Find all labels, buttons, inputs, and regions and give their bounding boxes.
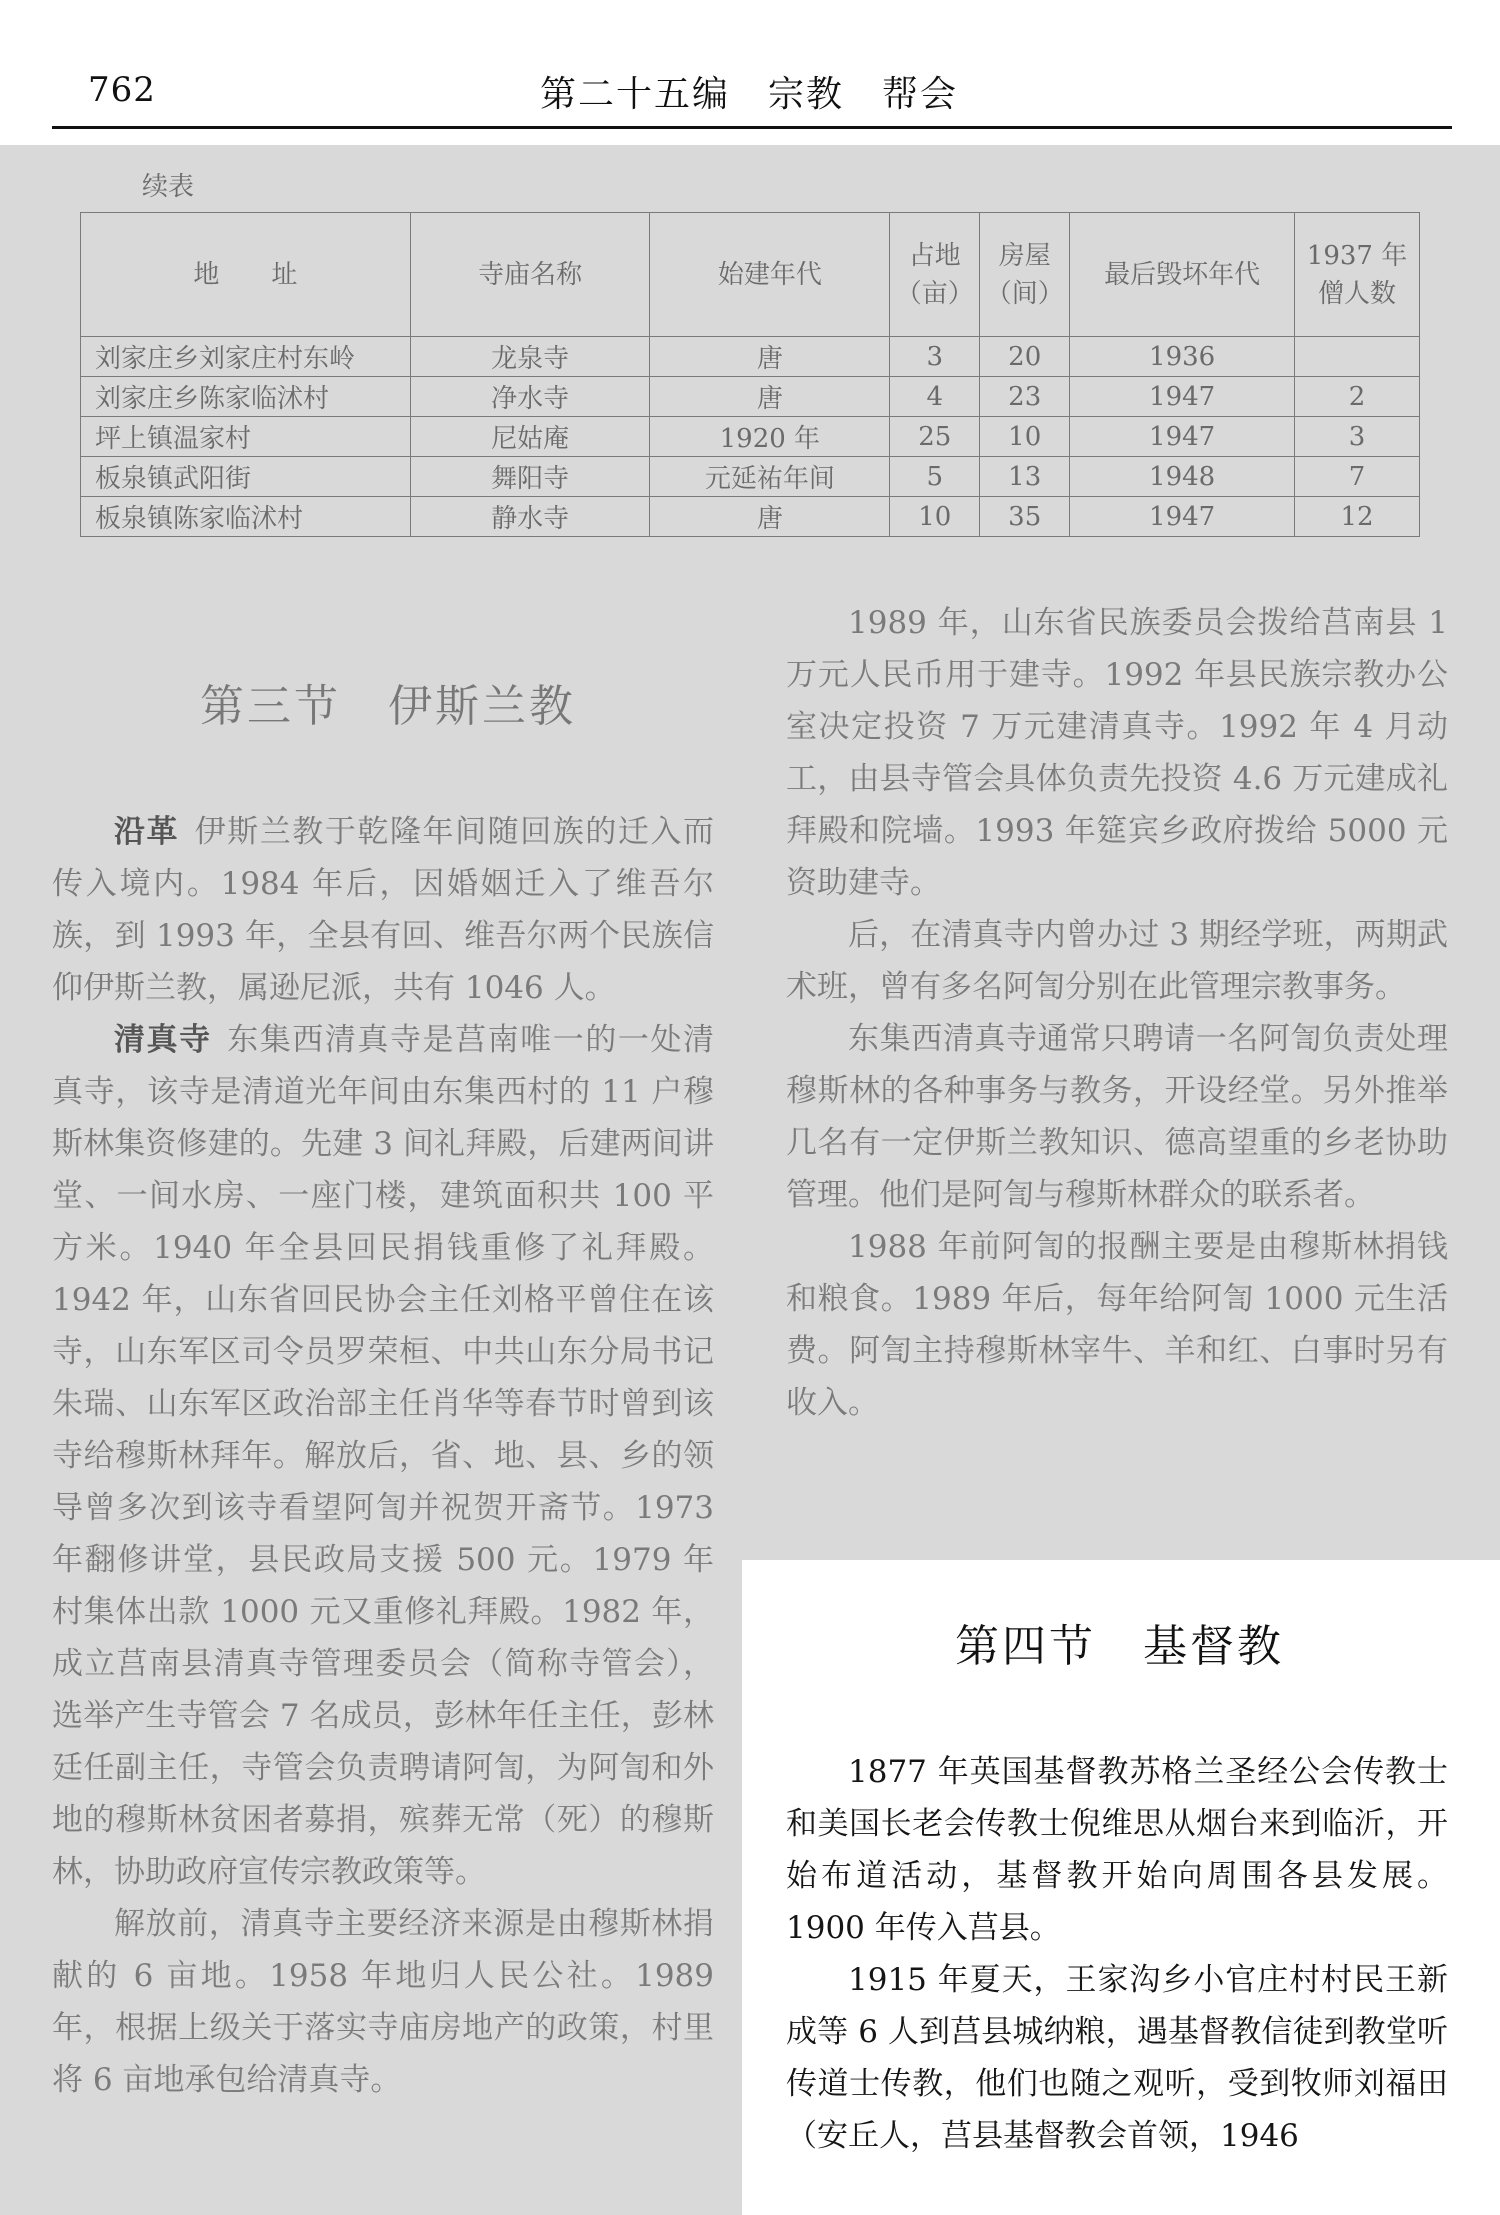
paragraph-mosque	[52, 1014, 714, 1898]
cell-area: 4	[890, 377, 980, 417]
cell-rooms: 10	[980, 417, 1070, 457]
running-title: 第二十五编 宗教 帮会	[540, 74, 959, 115]
header-last-destroyed: 最后毁坏年代	[1070, 213, 1295, 337]
cell-founded: 唐	[650, 337, 890, 377]
cell-temple-name: 净水寺	[410, 377, 650, 417]
cell-rooms: 20	[980, 337, 1070, 377]
cell-address: 刘家庄乡陈家临沭村	[81, 377, 411, 417]
continuation-label: 续表	[142, 172, 195, 202]
cell-rooms: 13	[980, 457, 1070, 497]
header-founded: 始建年代	[650, 213, 890, 337]
section4-title: 第四节 基督教	[955, 1621, 1284, 1672]
table-row	[81, 497, 1420, 537]
temple-table	[80, 212, 1420, 537]
header-area-line2: （亩）	[895, 278, 974, 309]
cell-temple-name: 龙泉寺	[410, 337, 650, 377]
paragraph-economy: 解放前，清真寺主要经济来源是由穆斯林捐献的 6 亩地。1958 年地归人民公社。1989 年，根据上级关于落实寺庙房地产的政策，村里将 6 亩地承包给清真寺。	[52, 1906, 714, 2098]
cell-temple-name: 舞阳寺	[410, 457, 650, 497]
term-mosque: 清真寺	[114, 1022, 212, 1058]
header-rooms-line1: 房屋	[998, 240, 1051, 271]
cell-founded: 1920 年	[650, 417, 890, 457]
cell-founded: 唐	[650, 497, 890, 537]
cell-area: 25	[890, 417, 980, 457]
header-rooms-line2: （间）	[985, 278, 1064, 309]
header-rooms	[980, 213, 1070, 337]
table-row	[81, 417, 1420, 457]
cell-monks: 7	[1295, 457, 1420, 497]
paragraph-funding: 1989 年，山东省民族委员会拨给莒南县 1 万元人民币用于建寺。1992 年县民族宗教办公室决定投资 7 万元建清真寺。1992 年 4 月动工，由县寺管会具体负责先投资 4.6 万元建成礼拜殿和院墙。1993 年筵宾乡政府拨给 5000 元资助建寺。	[786, 605, 1448, 901]
header-monks-line2: 僧人数	[1318, 278, 1397, 309]
table-row	[81, 377, 1420, 417]
page-number: 762	[88, 70, 156, 110]
cell-temple-name: 尼姑庵	[410, 417, 650, 457]
cell-area: 3	[890, 337, 980, 377]
term-history: 沿革	[114, 814, 180, 850]
cell-address: 板泉镇武阳街	[81, 457, 411, 497]
header-area	[890, 213, 980, 337]
header-temple-name: 寺庙名称	[410, 213, 650, 337]
table-row	[81, 337, 1420, 377]
cell-area: 10	[890, 497, 980, 537]
cell-monks: 3	[1295, 417, 1420, 457]
paragraph-classes: 后，在清真寺内曾办过 3 期经学班，两期武术班，曾有多名阿訇分别在此管理宗教事务。	[786, 917, 1448, 1005]
paragraph-mosque-text: 东集西清真寺是莒南唯一的一处清真寺，该寺是清道光年间由东集西村的 11 户穆斯林集资修建的。先建 3 间礼拜殿，后建两间讲堂、一间水房、一座门楼，建筑面积共 100 平方米。1940 年全县回民捐钱重修了礼拜殿。1942 年，山东省回民协会主任刘格平曾住在该寺，山东军区司令员罗荣桓、中共山东分局书记朱瑞、山东军区政治部主任肖华等春节时曾到该寺给穆斯林拜年。解放后，省、地、县、乡的领导曾多次到该寺看望阿訇并祝贺开斋节。1973 年翻修讲堂，县民政局支援 500 元。1979 年村集体出款 1000 元又重修礼拜殿。1982 年，成立莒南县清真寺管理委员会（简称寺管会），选举产生寺管会 7 名成员，彭林年任主任，彭林廷任副主任，寺管会负责聘请阿訇，为阿訇和外地的穆斯林贫困者募捐，殡葬无常（死）的穆斯林，协助政府宣传宗教政策等。	[52, 1022, 715, 1890]
table-row	[81, 457, 1420, 497]
right-column-top	[786, 597, 1448, 1429]
paragraph-christian-1915: 1915 年夏天，王家沟乡小官庄村村民王新成等 6 人到莒县城纳粮，遇基督教信徒到教堂听传道士传教，他们也随之观听，受到牧师刘福田（安丘人，莒县基督教会首领，1946	[786, 1962, 1448, 2154]
cell-address: 板泉镇陈家临沭村	[81, 497, 411, 537]
cell-destroyed: 1947	[1070, 377, 1295, 417]
paragraph-christian-intro: 1877 年英国基督教苏格兰圣经公会传教士和美国长老会传教士倪维思从烟台来到临沂，开始布道活动，基督教开始向周围各县发展。1900 年传入莒县。	[786, 1754, 1448, 1946]
cell-destroyed: 1947	[1070, 417, 1295, 457]
section3-title: 第三节 伊斯兰教	[200, 681, 576, 732]
cell-area: 5	[890, 457, 980, 497]
cell-destroyed: 1936	[1070, 337, 1295, 377]
header-rule	[52, 126, 1452, 129]
cell-address: 坪上镇温家村	[81, 417, 411, 457]
cell-rooms: 23	[980, 377, 1070, 417]
cell-monks: 12	[1295, 497, 1420, 537]
left-column	[52, 806, 714, 2106]
cell-founded: 元延祐年间	[650, 457, 890, 497]
cell-founded: 唐	[650, 377, 890, 417]
cell-monks: 2	[1295, 377, 1420, 417]
paragraph-history-text: 伊斯兰教于乾隆年间随回族的迁入而传入境内。1984 年后，因婚姻迁入了维吾尔族，到 1993 年，全县有回、维吾尔两个民族信仰伊斯兰教，属逊尼派，共有 1046 人。	[52, 814, 715, 1006]
cell-temple-name: 静水寺	[410, 497, 650, 537]
paragraph-imam: 东集西清真寺通常只聘请一名阿訇负责处理穆斯林的各种事务与教务，开设经堂。另外推举几名有一定伊斯兰教知识、德高望重的乡老协助管理。他们是阿訇与穆斯林群众的联系者。	[786, 1021, 1448, 1213]
cell-address: 刘家庄乡刘家庄村东岭	[81, 337, 411, 377]
paragraph-history	[52, 806, 714, 1014]
page-header	[0, 0, 1500, 145]
header-monks	[1295, 213, 1420, 337]
cell-destroyed: 1948	[1070, 457, 1295, 497]
cell-destroyed: 1947	[1070, 497, 1295, 537]
cell-monks	[1295, 337, 1420, 377]
table-header-row	[81, 213, 1420, 337]
header-monks-line1: 1937 年	[1306, 240, 1408, 271]
cell-rooms: 35	[980, 497, 1070, 537]
right-column-bottom	[786, 1746, 1448, 2162]
header-address: 地 址	[81, 213, 411, 337]
header-area-line1: 占地	[908, 240, 961, 271]
paragraph-salary: 1988 年前阿訇的报酬主要是由穆斯林捐钱和粮食。1989 年后，每年给阿訇 1000 元生活费。阿訇主持穆斯林宰牛、羊和红、白事时另有收入。	[786, 1229, 1448, 1421]
